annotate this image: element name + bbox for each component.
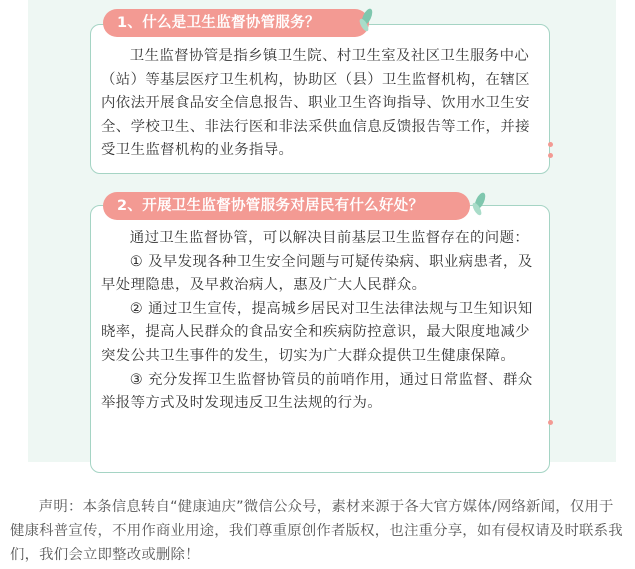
section-1-body: 卫生监督协管是指乡镇卫生院、村卫生室及社区卫生服务中心（站）等基层医疗卫生机构，协助区（县）卫生监督机构，在辖区内依法开展食品安全信息报告、职业卫生咨询指导、饮用水卫生安全、学校卫生、非法行医和非法采供血信息反馈报告等工作，并接受卫生监督机构的业务指导。 bbox=[101, 48, 530, 159]
section-2-point-2: ② 通过卫生宣传，提高城乡居民对卫生法律法规与卫生知识知晓率，提高人民群众的食品安全和疾病防控意识，最大限度地减少突发公共卫生事件的发生，切实为广大群众提供卫生健康保障。 bbox=[101, 300, 533, 364]
disclaimer-container bbox=[10, 495, 625, 567]
disclaimer-text: 声明：本条信息转自“健康迪庆”微信公众号，素材来源于各大官方媒体/网络新闻，仅用于健康科普宣传，不用作商业用途，我们尊重原创作者版权，也注重分享，如有侵权请及时联系我们，我们会立即整改或删除！ bbox=[10, 499, 623, 563]
section-2-body-container bbox=[101, 227, 535, 416]
section-2-title: 2、开展卫生监督协管服务对居民有什么好处？ bbox=[103, 192, 470, 220]
leaf-icon bbox=[468, 190, 492, 220]
section-1-body-container bbox=[101, 45, 535, 163]
section-2-point-3: ③ 充分发挥卫生监督协管员的前哨作用，通过日常监督、群众举报等方式及时发现违反卫生法规的行为。 bbox=[101, 371, 533, 412]
leaf-icon bbox=[355, 6, 379, 36]
section-1-card bbox=[90, 24, 550, 174]
section-2-card bbox=[90, 205, 550, 473]
section-2-point-1: ① 及早发现各种卫生安全问题与可疑传染病、职业病患者，及早处理隐患，及早救治病人，惠及广大人民群众。 bbox=[101, 253, 533, 294]
decorative-dot bbox=[548, 142, 553, 147]
section-1-title: 1、什么是卫生监督协管服务？ bbox=[103, 9, 369, 37]
decorative-dot bbox=[548, 420, 553, 425]
section-2-intro: 通过卫生监督协管，可以解决目前基层卫生监督存在的问题： bbox=[129, 230, 530, 246]
decorative-dot bbox=[548, 153, 553, 158]
